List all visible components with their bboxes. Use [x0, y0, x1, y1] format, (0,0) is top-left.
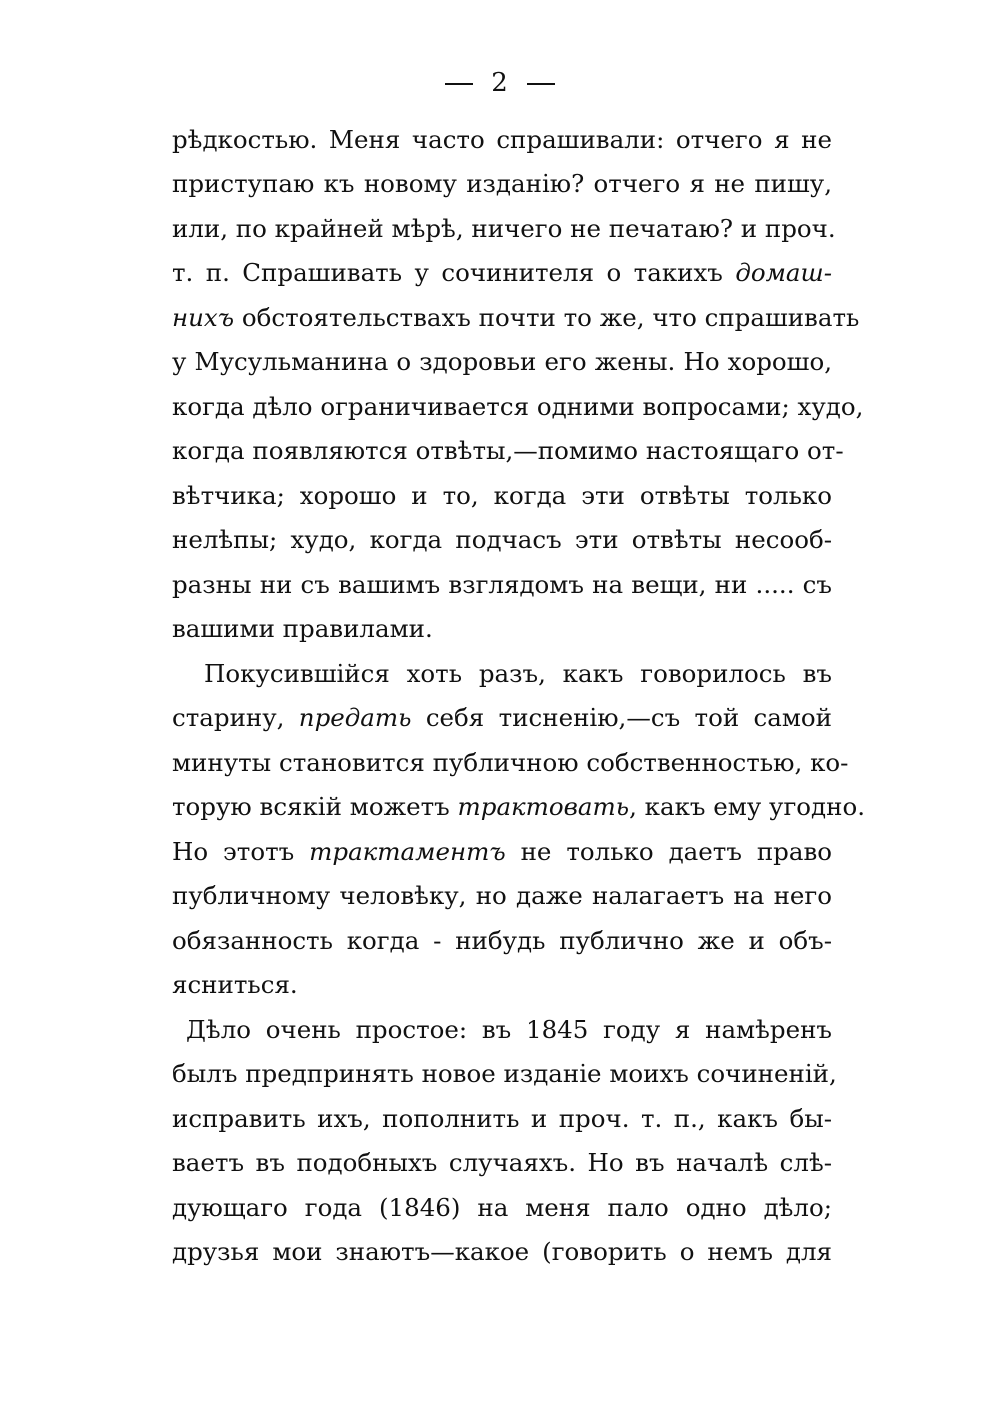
- text-line: торую всякій можетъ трактовать, какъ ему угодно.: [172, 792, 866, 821]
- text-line: нихъ обстоятельствахъ почти то же, что спрашивать: [172, 303, 860, 332]
- text-line: ясниться.: [172, 970, 298, 999]
- text-line: Но этотъ трактаментъ не только даетъ право: [172, 837, 832, 866]
- italic-word: трактовать: [457, 792, 630, 821]
- text-line: исправить ихъ, пополнить и проч. т. п., какъ бы-: [172, 1104, 832, 1133]
- text-line: когда появляются отвѣты,—помимо настоящаго от-: [172, 436, 844, 465]
- text-line: разны ни съ вашимъ взглядомъ на вещи, ни ..... съ: [172, 570, 832, 599]
- text-line: т. п. Спрашивать у сочинителя о такихъ домаш-: [172, 258, 832, 287]
- text-line: минуты становится публичною собственностью, ко-: [172, 748, 849, 777]
- text-line: когда дѣло ограничивается одними вопросами; худо,: [172, 392, 864, 421]
- italic-word: трактаментъ: [309, 837, 506, 866]
- text-line: вѣтчика; хорошо и то, когда эти отвѣты только: [172, 481, 832, 510]
- text-line: старину, предать себя тисненію,—съ той самой: [172, 703, 832, 732]
- italic-word: домаш-: [735, 258, 832, 287]
- page-number-header: [0, 68, 1000, 98]
- right-dash: [527, 83, 555, 85]
- text-line: рѣдкостью. Меня часто спрашивали: отчего я не: [172, 125, 832, 154]
- text-line: у Мусульманина о здоровьи его жены. Но хорошо,: [172, 347, 832, 376]
- italic-word: предать: [298, 703, 412, 732]
- text-line: или, по крайней мѣрѣ, ничего не печатаю? и проч.: [172, 214, 836, 243]
- text-line: ваетъ въ подобныхъ случаяхъ. Но въ началѣ слѣ-: [172, 1148, 832, 1177]
- page-number: 2: [491, 68, 509, 98]
- text-line: нелѣпы; худо, когда подчасъ эти отвѣты несооб-: [172, 525, 832, 554]
- text-line: Дѣло очень простое: въ 1845 году я намѣренъ: [186, 1015, 832, 1044]
- left-dash: [445, 83, 473, 85]
- italic-word: нихъ: [172, 303, 235, 332]
- text-line: Покусившійся хоть разъ, какъ говорилось въ: [204, 659, 832, 688]
- text-line: былъ предпринять новое изданіе моихъ сочиненій,: [172, 1059, 837, 1088]
- text-line: публичному человѣку, но даже налагаетъ на него: [172, 881, 832, 910]
- text-line: приступаю къ новому изданію? отчего я не пишу,: [172, 169, 832, 198]
- text-line: вашими правилами.: [172, 614, 433, 643]
- text-line: друзья мои знаютъ—какое (говорить о немъ для: [172, 1237, 832, 1266]
- text-line: дующаго года (1846) на меня пало одно дѣло;: [172, 1193, 832, 1222]
- text-line: обязанность когда - нибудь публично же и объ-: [172, 926, 832, 955]
